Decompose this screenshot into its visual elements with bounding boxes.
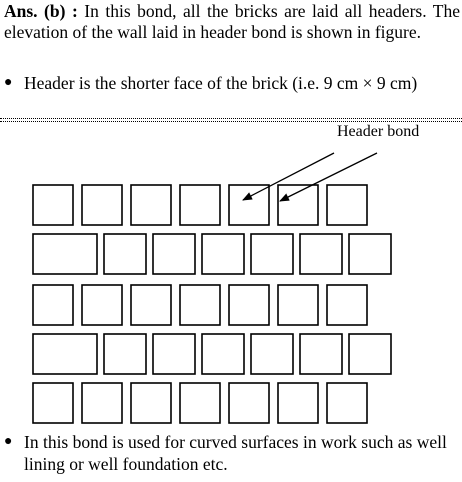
brick (327, 285, 367, 325)
brick (180, 383, 220, 423)
answer-lead: Ans. (b) : (4, 1, 78, 21)
figure-label: Header bond (337, 123, 420, 140)
brick (131, 383, 171, 423)
brick (180, 285, 220, 325)
brick (33, 234, 97, 274)
brick (202, 334, 244, 374)
bullet-dot-icon: ● (4, 434, 13, 449)
bullet-dot-icon: ● (4, 75, 13, 90)
brick (131, 185, 171, 225)
brick (153, 334, 195, 374)
brick (131, 285, 171, 325)
brick (33, 185, 73, 225)
brick (82, 383, 122, 423)
brick (251, 234, 293, 274)
brick (327, 185, 367, 225)
brick (327, 383, 367, 423)
bullet-item (4, 431, 460, 475)
brick (202, 234, 244, 274)
brick (229, 285, 269, 325)
answer-text: In this bond, all the bricks are laid all headers. The elevation of the wall laid in header bond is shown in figure. (4, 1, 460, 42)
brick (278, 383, 318, 423)
brick-courses (33, 185, 391, 423)
brick (229, 185, 269, 225)
brick (278, 285, 318, 325)
brick (104, 334, 146, 374)
brick (153, 234, 195, 274)
brick (278, 185, 318, 225)
brick (82, 285, 122, 325)
brick (349, 334, 391, 374)
brick (82, 185, 122, 225)
brick (33, 383, 73, 423)
brick (104, 234, 146, 274)
brick (251, 334, 293, 374)
brick (300, 334, 342, 374)
brick (33, 285, 73, 325)
bullet-text: Header is the shorter face of the brick (i.e. 9 cm × 9 cm) (24, 73, 418, 93)
brick (349, 234, 391, 274)
brick (33, 334, 97, 374)
brick (300, 234, 342, 274)
brick (180, 185, 220, 225)
brick (229, 383, 269, 423)
bullet-text: In this bond is used for curved surfaces in work such as well lining or well foundation etc. (24, 432, 447, 474)
